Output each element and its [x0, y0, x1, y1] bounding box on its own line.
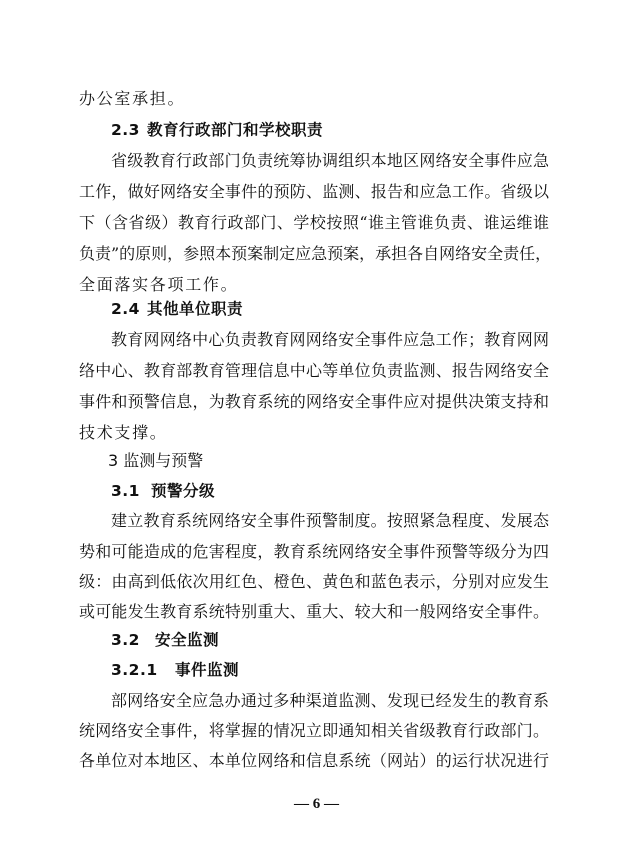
heading-title: 安全监测: [155, 631, 220, 649]
heading-2-4: [111, 299, 243, 319]
paragraph-line: 全面落实各项工作。: [79, 275, 239, 294]
heading-title: 其他单位职责: [147, 300, 244, 318]
heading-title: 预警分级: [151, 482, 216, 500]
paragraph-line: 统网络安全事件，将掌握的情况立即通知相关省级教育行政部门。: [79, 721, 549, 740]
paragraph-line: 负责”的原则，参照本预案制定应急预案，承担各自网络安全责任，: [79, 244, 552, 263]
paragraph-line: 建立教育系统网络安全事件预警制度。按照紧急程度、发展态: [111, 511, 549, 530]
heading-3-2-1: [111, 660, 239, 680]
heading-3-2: [111, 630, 219, 650]
heading-number: 3.2: [111, 631, 140, 649]
paragraph-line: 省级教育行政部门负责统筹协调组织本地区网络安全事件应急: [111, 151, 549, 170]
section-3-title: 3 监测与预警: [108, 451, 204, 470]
heading-number: 3.2.1: [111, 661, 158, 679]
paragraph-line: 下（含省级）教育行政部门、学校按照“谁主管谁负责、谁运维谁: [79, 213, 549, 232]
paragraph-line: 工作，做好网络安全事件的预防、监测、报告和应急工作。省级以: [79, 182, 549, 201]
heading-number: 2.3: [111, 121, 140, 139]
carry-over-line: 办公室承担。: [79, 89, 186, 108]
paragraph-line: 络中心、教育部教育管理信息中心等单位负责监测、报告网络安全: [79, 361, 549, 380]
heading-2-3: [111, 120, 323, 140]
heading-title: 教育行政部门和学校职责: [147, 121, 324, 139]
paragraph-line: 级：由高到低依次用红色、橙色、黄色和蓝色表示，分别对应发生: [79, 572, 549, 591]
paragraph-line: 技术支撑。: [79, 423, 168, 442]
heading-number: 3.1: [111, 482, 140, 500]
heading-number: 2.4: [111, 300, 140, 318]
heading-3-1: [111, 481, 215, 501]
paragraph-line: 势和可能造成的危害程度，教育系统网络安全事件预警等级分为四: [79, 542, 549, 561]
page-number: — 6 —: [294, 796, 339, 812]
paragraph-line: 各单位对本地区、本单位网络和信息系统（网站）的运行状况进行: [79, 751, 549, 770]
paragraph-line: 部网络安全应急办通过多种渠道监测、发现已经发生的教育系: [111, 691, 549, 710]
paragraph-line: 或可能发生教育系统特别重大、重大、较大和一般网络安全事件。: [79, 602, 549, 621]
paragraph-line: 事件和预警信息，为教育系统的网络安全事件应对提供决策支持和: [79, 392, 549, 411]
paragraph-line: 教育网网络中心负责教育网网络安全事件应急工作；教育网网: [111, 330, 549, 349]
heading-title: 事件监测: [175, 661, 240, 679]
